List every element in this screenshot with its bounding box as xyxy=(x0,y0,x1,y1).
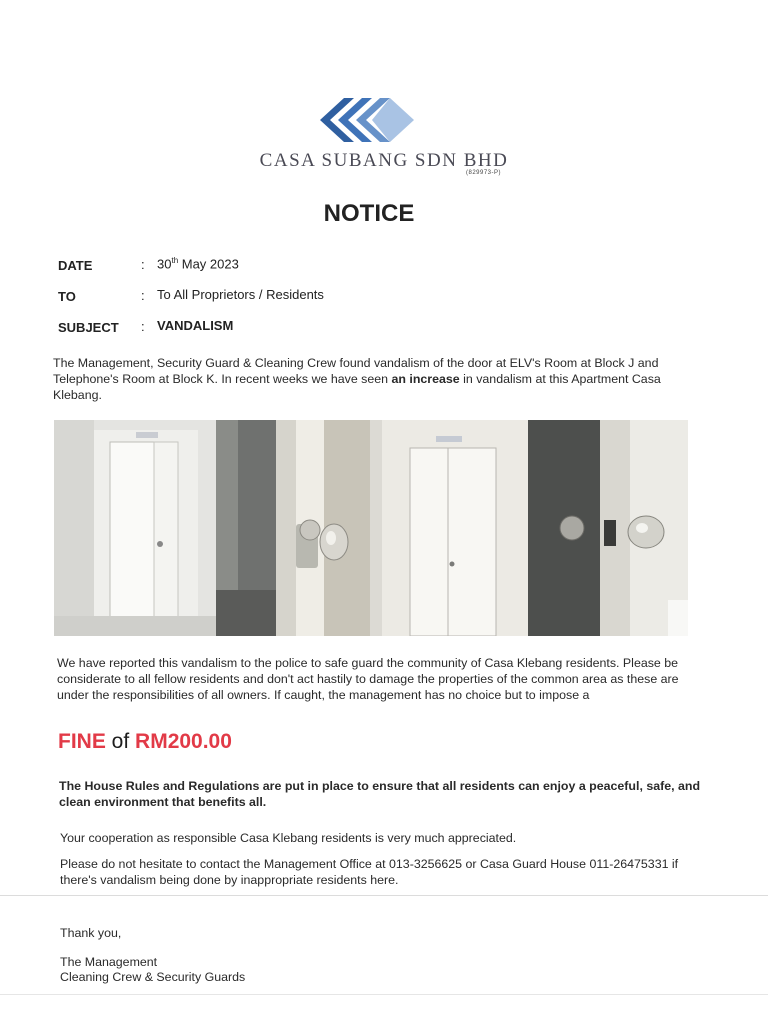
to-colon: : xyxy=(141,288,145,303)
bottom-divider xyxy=(0,994,768,995)
signatory-management: The Management xyxy=(60,955,158,969)
subject-value: VANDALISM xyxy=(157,318,234,333)
fine-amount: RM200.00 xyxy=(135,730,232,753)
subject-colon: : xyxy=(141,319,145,334)
company-logo-icon xyxy=(316,94,416,146)
signatory-crew: Cleaning Crew & Security Guards xyxy=(60,970,246,984)
date-colon: : xyxy=(141,257,145,272)
contact-paragraph: Please do not hesitate to contact the Management Office at 013-3256625 or Casa Guard House 011-26475331 if there's vandalism being done by inappropriate residents here. xyxy=(60,857,679,887)
cooperation-text: Your cooperation as responsible Casa Klebang residents is very much appreciated. xyxy=(60,831,517,845)
photo-closed-door xyxy=(370,420,528,636)
photo-open-door xyxy=(54,420,216,636)
to-label: TO xyxy=(58,289,76,304)
to-value: To All Proprietors / Residents xyxy=(157,287,324,302)
report-paragraph: We have reported this vandalism to the police to safe guard the community of Casa Klebang residents. Please be considerate to all fellow residents and don't act hastily to damage the properties of the common area as these are under the responsibilities of all owners. If caught, the management has no choice but to impose a xyxy=(57,656,679,702)
notice-title: NOTICE xyxy=(323,200,415,227)
intro-paragraph: The Management, Security Guard & Cleaning Crew found vandalism of the door at ELV's Room at Block J and Telephone's Room at Block K. In recent weeks we have seen an increase in vandalism at this Apartment Casa Klebang. xyxy=(53,356,661,402)
vandalism-photos xyxy=(54,420,688,636)
photo-damaged-lock xyxy=(528,420,688,636)
registration-number: (829973-P) xyxy=(466,170,502,176)
date-label: DATE xyxy=(58,258,93,273)
company-name: CASA SUBANG SDN BHD xyxy=(259,150,509,171)
photo-dark-corridor xyxy=(216,420,276,636)
fine-word: FINE xyxy=(58,730,106,753)
photo-door-knob xyxy=(276,420,370,636)
divider xyxy=(0,895,768,896)
fine-statement: FINE of RM200.00 xyxy=(58,730,232,753)
date-value: 30th May 2023 xyxy=(157,256,239,272)
thank-you: Thank you, xyxy=(60,926,122,940)
rules-paragraph: The House Rules and Regulations are put in place to ensure that all residents can enjoy a peaceful, safe, and clean environment that benefits all. xyxy=(59,779,701,809)
subject-label: SUBJECT xyxy=(58,320,119,335)
